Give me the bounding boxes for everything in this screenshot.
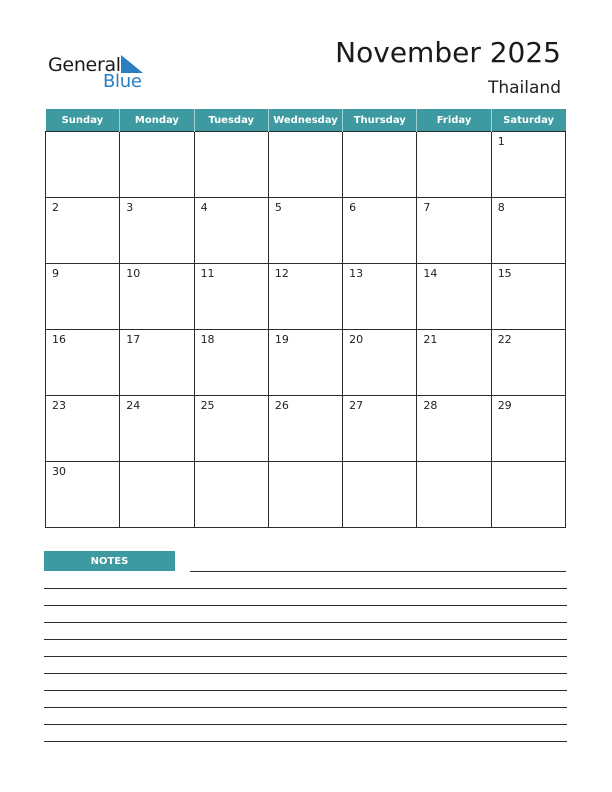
calendar-day-cell xyxy=(268,396,342,462)
calendar-day-cell xyxy=(194,462,268,528)
calendar-day-cell xyxy=(491,198,565,264)
calendar-day-cell xyxy=(194,396,268,462)
day-number: 19 xyxy=(274,333,289,346)
day-number: 12 xyxy=(274,267,289,280)
notes-line xyxy=(44,588,567,589)
notes-line xyxy=(44,673,567,674)
day-number: 20 xyxy=(349,333,364,346)
day-number: 15 xyxy=(497,267,512,280)
weekday-header: Wednesday xyxy=(268,109,342,132)
weekday-header: Sunday xyxy=(46,109,120,132)
notes-line xyxy=(44,656,567,657)
calendar-day-cell xyxy=(343,462,417,528)
notes-line xyxy=(44,639,567,640)
calendar-day-cell xyxy=(268,132,342,198)
calendar-week-row xyxy=(46,132,566,198)
day-number: 28 xyxy=(423,399,438,412)
weekday-header-row xyxy=(46,109,566,132)
calendar-day-cell xyxy=(120,198,194,264)
notes-line xyxy=(44,622,567,623)
day-number: 4 xyxy=(200,201,208,214)
calendar-day-cell xyxy=(120,330,194,396)
day-number: 27 xyxy=(349,399,364,412)
calendar-day-cell xyxy=(194,132,268,198)
calendar-grid xyxy=(45,109,566,528)
day-number: 2 xyxy=(52,201,59,214)
day-number: 16 xyxy=(52,333,66,346)
day-number: 14 xyxy=(423,267,438,280)
weekday-header: Friday xyxy=(417,109,491,132)
weekday-header: Saturday xyxy=(491,109,565,132)
weekday-header: Thursday xyxy=(343,109,417,132)
calendar-day-cell xyxy=(491,396,565,462)
day-number: 8 xyxy=(497,201,505,214)
calendar-week-row xyxy=(46,330,566,396)
calendar-week-row xyxy=(46,198,566,264)
day-number: 9 xyxy=(52,267,59,280)
calendar-day-cell xyxy=(417,462,491,528)
weekday-header: Monday xyxy=(120,109,194,132)
calendar-day-cell xyxy=(417,264,491,330)
calendar-day-cell xyxy=(491,330,565,396)
weekday-header: Tuesday xyxy=(194,109,268,132)
calendar-day-cell xyxy=(46,132,120,198)
notes-line xyxy=(44,605,567,606)
notes-line xyxy=(190,571,566,572)
day-number: 3 xyxy=(126,201,134,214)
day-number: 10 xyxy=(126,267,141,280)
calendar-day-cell xyxy=(491,132,565,198)
calendar-title: November 2025 xyxy=(335,36,561,69)
day-number: 11 xyxy=(200,267,215,280)
calendar-day-cell xyxy=(120,462,194,528)
calendar-day-cell xyxy=(46,396,120,462)
calendar-day-cell xyxy=(491,462,565,528)
calendar-day-cell xyxy=(268,198,342,264)
notes-line xyxy=(44,724,567,725)
day-number: 23 xyxy=(52,399,66,412)
calendar-week-row xyxy=(46,462,566,528)
calendar-day-cell xyxy=(268,264,342,330)
calendar-day-cell xyxy=(268,462,342,528)
day-number: 13 xyxy=(349,267,364,280)
calendar-week-row xyxy=(46,264,566,330)
calendar-day-cell xyxy=(120,264,194,330)
logo-text-general: General xyxy=(48,54,121,76)
calendar-day-cell xyxy=(194,264,268,330)
day-number: 1 xyxy=(497,135,505,148)
calendar-day-cell xyxy=(120,132,194,198)
logo-text-blue: Blue xyxy=(103,71,142,92)
notes-label: NOTES xyxy=(44,551,175,571)
calendar-day-cell xyxy=(417,198,491,264)
calendar-day-cell xyxy=(120,396,194,462)
calendar-day-cell xyxy=(343,330,417,396)
country-label: Thailand xyxy=(487,78,561,98)
calendar-week-row xyxy=(46,396,566,462)
calendar-day-cell xyxy=(46,198,120,264)
calendar-day-cell xyxy=(46,462,120,528)
day-number: 6 xyxy=(349,201,357,214)
calendar-day-cell xyxy=(268,330,342,396)
calendar-day-cell xyxy=(46,330,120,396)
day-number: 25 xyxy=(200,399,215,412)
calendar-day-cell xyxy=(343,132,417,198)
calendar-day-cell xyxy=(343,198,417,264)
day-number: 21 xyxy=(423,333,438,346)
notes-line xyxy=(44,741,567,742)
calendar-day-cell xyxy=(417,396,491,462)
day-number: 5 xyxy=(274,201,282,214)
notes-line xyxy=(44,707,567,708)
day-number: 17 xyxy=(126,333,141,346)
logo xyxy=(48,52,158,92)
calendar-day-cell xyxy=(417,132,491,198)
calendar-day-cell xyxy=(491,264,565,330)
calendar-day-cell xyxy=(46,264,120,330)
day-number: 30 xyxy=(52,465,66,478)
calendar-day-cell xyxy=(417,330,491,396)
calendar-day-cell xyxy=(194,330,268,396)
day-number: 22 xyxy=(497,333,512,346)
notes-line xyxy=(44,690,567,691)
calendar-day-cell xyxy=(194,198,268,264)
day-number: 26 xyxy=(274,399,289,412)
calendar-day-cell xyxy=(343,396,417,462)
day-number: 18 xyxy=(200,333,215,346)
day-number: 24 xyxy=(126,399,141,412)
day-number: 7 xyxy=(423,201,431,214)
calendar-day-cell xyxy=(343,264,417,330)
day-number: 29 xyxy=(497,399,512,412)
